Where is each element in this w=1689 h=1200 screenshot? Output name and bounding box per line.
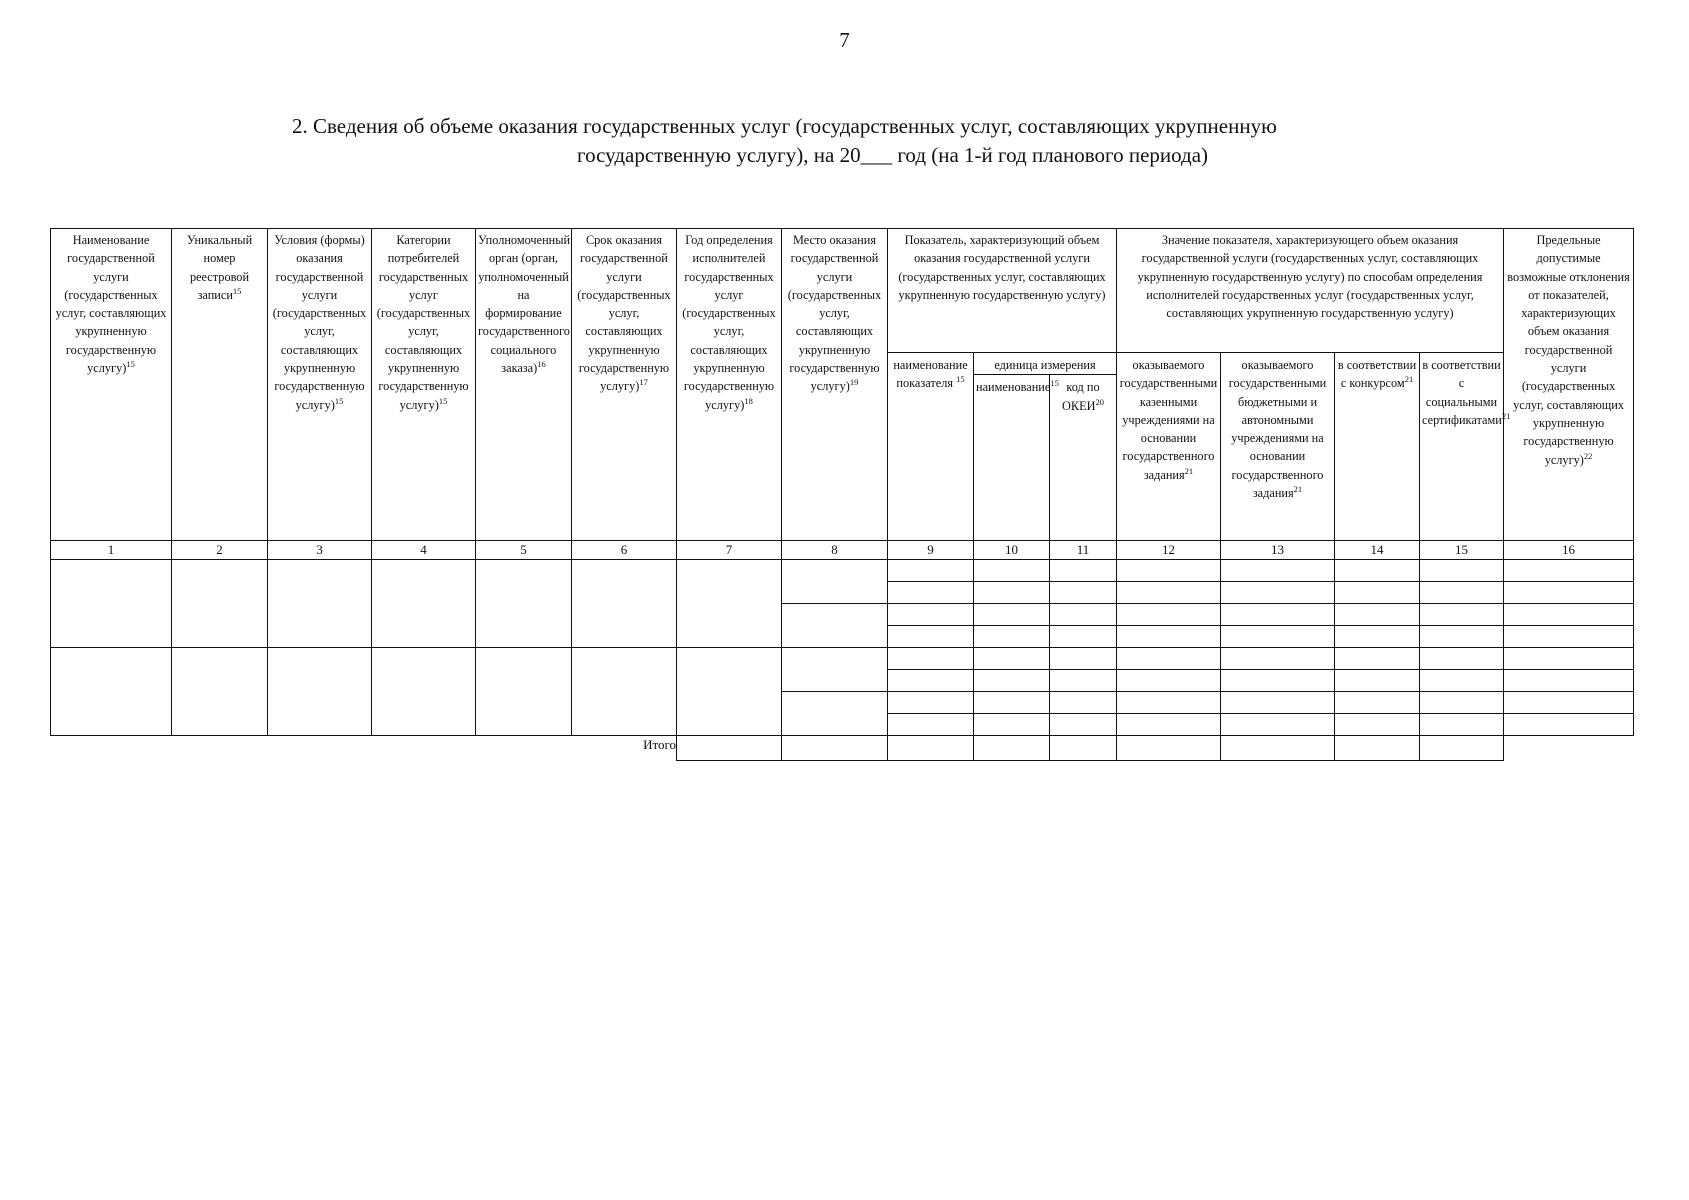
- data-cell[interactable]: [1420, 604, 1504, 626]
- total-cell[interactable]: [1335, 736, 1420, 761]
- data-cell[interactable]: [1117, 670, 1221, 692]
- data-cell[interactable]: [1420, 692, 1504, 714]
- data-cell[interactable]: [1117, 692, 1221, 714]
- data-cell[interactable]: [888, 692, 974, 714]
- column-number: 13: [1221, 541, 1335, 560]
- data-cell[interactable]: [572, 648, 677, 736]
- header-by-competition: в соответствии с конкурсом$^{21}$: [1335, 353, 1420, 541]
- data-cell[interactable]: [1504, 692, 1634, 714]
- data-cell[interactable]: [1050, 692, 1117, 714]
- data-cell[interactable]: [1221, 626, 1335, 648]
- table-row: [51, 648, 1634, 670]
- data-cell[interactable]: [888, 626, 974, 648]
- data-cell[interactable]: [888, 648, 974, 670]
- data-cell[interactable]: [1117, 648, 1221, 670]
- data-cell[interactable]: [1050, 714, 1117, 736]
- total-cell[interactable]: [974, 736, 1050, 761]
- data-cell[interactable]: [1335, 648, 1420, 670]
- page-number: 7: [839, 28, 850, 52]
- data-cell[interactable]: [677, 648, 782, 736]
- data-cell[interactable]: [888, 714, 974, 736]
- data-cell[interactable]: [1504, 648, 1634, 670]
- data-cell[interactable]: [1221, 692, 1335, 714]
- column-number: 2: [172, 541, 268, 560]
- header-indicator-name: наименование показателя $^{15}$: [888, 353, 974, 541]
- total-cell[interactable]: [677, 736, 782, 761]
- data-cell[interactable]: [974, 582, 1050, 604]
- data-cell[interactable]: [1335, 604, 1420, 626]
- data-cell[interactable]: [782, 648, 888, 692]
- column-number: 3: [268, 541, 372, 560]
- data-cell[interactable]: [974, 560, 1050, 582]
- data-cell[interactable]: [1117, 560, 1221, 582]
- header-unit-group: единица измерения: [974, 353, 1117, 375]
- data-cell[interactable]: [1335, 560, 1420, 582]
- data-cell[interactable]: [782, 604, 888, 648]
- data-cell[interactable]: [1335, 582, 1420, 604]
- header-service-term: Срок оказания государственной услуги (государственных услуг, составляющих укрупненную государственную услугу)$^{17}$: [572, 229, 677, 541]
- column-number: 1: [51, 541, 172, 560]
- data-cell[interactable]: [1335, 692, 1420, 714]
- column-number: 4: [372, 541, 476, 560]
- column-number-row: [51, 541, 1634, 560]
- data-cell[interactable]: [1117, 604, 1221, 626]
- total-cell[interactable]: [1050, 736, 1117, 761]
- total-row: [51, 736, 1634, 761]
- data-cell[interactable]: [172, 560, 268, 648]
- column-number: 14: [1335, 541, 1420, 560]
- total-cell[interactable]: [782, 736, 888, 761]
- data-cell[interactable]: [51, 648, 172, 736]
- data-cell[interactable]: [172, 648, 268, 736]
- data-cell[interactable]: [1504, 560, 1634, 582]
- data-cell[interactable]: [476, 560, 572, 648]
- column-number: 5: [476, 541, 572, 560]
- total-cell[interactable]: [1221, 736, 1335, 761]
- data-cell[interactable]: [1221, 714, 1335, 736]
- data-cell[interactable]: [1504, 582, 1634, 604]
- header-unit-name: наименование$^{15}$: [974, 375, 1050, 541]
- data-cell[interactable]: [974, 714, 1050, 736]
- header-service-conditions: Условия (формы) оказания государственной услуги (государственных услуг, составляющих укрупненную государственную услугу)$^{15}$: [268, 229, 372, 541]
- data-cell[interactable]: [372, 560, 476, 648]
- total-cell[interactable]: [888, 736, 974, 761]
- header-budget-institutions: оказываемого государственными бюджетными и автономными учреждениями на основании государственного задания$^{21}$: [1221, 353, 1335, 541]
- data-cell[interactable]: [1221, 582, 1335, 604]
- data-cell[interactable]: [572, 560, 677, 648]
- data-cell[interactable]: [1504, 626, 1634, 648]
- data-cell[interactable]: [1420, 626, 1504, 648]
- column-number: 15: [1420, 541, 1504, 560]
- data-cell[interactable]: [1221, 670, 1335, 692]
- data-cell[interactable]: [1117, 626, 1221, 648]
- data-cell[interactable]: [372, 648, 476, 736]
- data-cell[interactable]: [1420, 560, 1504, 582]
- column-number: 7: [677, 541, 782, 560]
- data-cell[interactable]: [1504, 714, 1634, 736]
- header-performer-year: Год определения исполнителей государственных услуг (государственных услуг, составляющих укрупненную государственную услугу)$^{18}$: [677, 229, 782, 541]
- data-cell[interactable]: [782, 692, 888, 736]
- header-value-group: Значение показателя, характеризующего объем оказания государственной услуги (государственных услуг, составляющих укрупненную государственную услугу) по способам определения исполнителей государственных услуг (государственных услуг, составляющих укрупненную государственную услугу): [1117, 229, 1504, 353]
- data-cell[interactable]: [51, 560, 172, 648]
- data-cell[interactable]: [1221, 648, 1335, 670]
- data-cell[interactable]: [974, 604, 1050, 626]
- section-title-line-1: 2. Сведения об объеме оказания государственных услуг (государственных услуг, составляющих укрупненную: [292, 114, 1277, 138]
- section-title-line-2: государственную услугу), на 20___ год (на 1-й год планового периода): [577, 143, 1209, 167]
- data-cell[interactable]: [1117, 714, 1221, 736]
- data-cell[interactable]: [974, 626, 1050, 648]
- data-cell[interactable]: [888, 582, 974, 604]
- data-cell[interactable]: [1050, 604, 1117, 626]
- total-cell[interactable]: [1117, 736, 1221, 761]
- column-number: 12: [1117, 541, 1221, 560]
- data-cell[interactable]: [1050, 648, 1117, 670]
- header-service-place: Место оказания государственной услуги (государственных услуг, составляющих укрупненную государственную услугу)$^{19}$: [782, 229, 888, 541]
- column-number: 8: [782, 541, 888, 560]
- data-cell[interactable]: [782, 560, 888, 604]
- data-cell[interactable]: [1335, 626, 1420, 648]
- column-number: 9: [888, 541, 974, 560]
- data-cell[interactable]: [888, 604, 974, 626]
- data-cell[interactable]: [888, 670, 974, 692]
- data-cell[interactable]: [1420, 714, 1504, 736]
- header-okei-code: код по ОКЕИ$^{20}$: [1050, 375, 1117, 541]
- data-cell[interactable]: [1420, 648, 1504, 670]
- empty-cell: [1504, 736, 1634, 761]
- column-number: 11: [1050, 541, 1117, 560]
- total-label: Итого: [643, 737, 676, 753]
- table-row: [51, 560, 1634, 582]
- data-cell[interactable]: [1420, 670, 1504, 692]
- data-cell[interactable]: [974, 648, 1050, 670]
- data-cell[interactable]: [1117, 582, 1221, 604]
- data-cell[interactable]: [888, 560, 974, 582]
- data-cell[interactable]: [268, 560, 372, 648]
- data-cell[interactable]: [974, 670, 1050, 692]
- header-allowed-deviations: Предельные допустимые возможные отклонения от показателей, характеризующих объем оказания государственной услуги (государственных услуг, составляющих укрупненную государственную услугу)$^{22}$: [1504, 229, 1634, 541]
- data-cell[interactable]: [1420, 582, 1504, 604]
- total-cell[interactable]: [1420, 736, 1504, 761]
- data-cell[interactable]: [1504, 670, 1634, 692]
- header-registry-number: Уникальный номер реестровой записи$^{15}$: [172, 229, 268, 541]
- header-service-name: Наименование государственной услуги (государственных услуг, составляющих укрупненную государственную услугу)$^{15}$: [51, 229, 172, 541]
- data-cell[interactable]: [1221, 560, 1335, 582]
- data-cell[interactable]: [677, 560, 782, 648]
- header-by-certificates: в соответствии с социальными сертификатами$^{21}$: [1420, 353, 1504, 541]
- header-authorized-body: Уполномоченный орган (орган, уполномоченный на формирование государственного социального заказа)$^{16}$: [476, 229, 572, 541]
- header-consumer-categories: Категории потребителей государственных услуг (государственных услуг, составляющих укрупненную государственную услугу)$^{15}$: [372, 229, 476, 541]
- data-cell[interactable]: [1050, 670, 1117, 692]
- service-volume-table: [50, 228, 1634, 761]
- header-indicator-group: Показатель, характеризующий объем оказания государственной услуги (государственных услуг, составляющих укрупненную государственную услугу): [888, 229, 1117, 353]
- data-cell[interactable]: [1050, 560, 1117, 582]
- data-cell[interactable]: [1221, 604, 1335, 626]
- header-state-institutions: оказываемого государственными казенными учреждениями на основании государственного задания$^{21}$: [1117, 353, 1221, 541]
- column-number: 10: [974, 541, 1050, 560]
- data-cell[interactable]: [1335, 670, 1420, 692]
- data-cell[interactable]: [1050, 582, 1117, 604]
- data-cell[interactable]: [268, 648, 372, 736]
- column-number: 6: [572, 541, 677, 560]
- data-cell[interactable]: [1050, 626, 1117, 648]
- data-cell[interactable]: [1335, 714, 1420, 736]
- column-number: 16: [1504, 541, 1634, 560]
- data-cell[interactable]: [476, 648, 572, 736]
- data-cell[interactable]: [1504, 604, 1634, 626]
- data-cell[interactable]: [974, 692, 1050, 714]
